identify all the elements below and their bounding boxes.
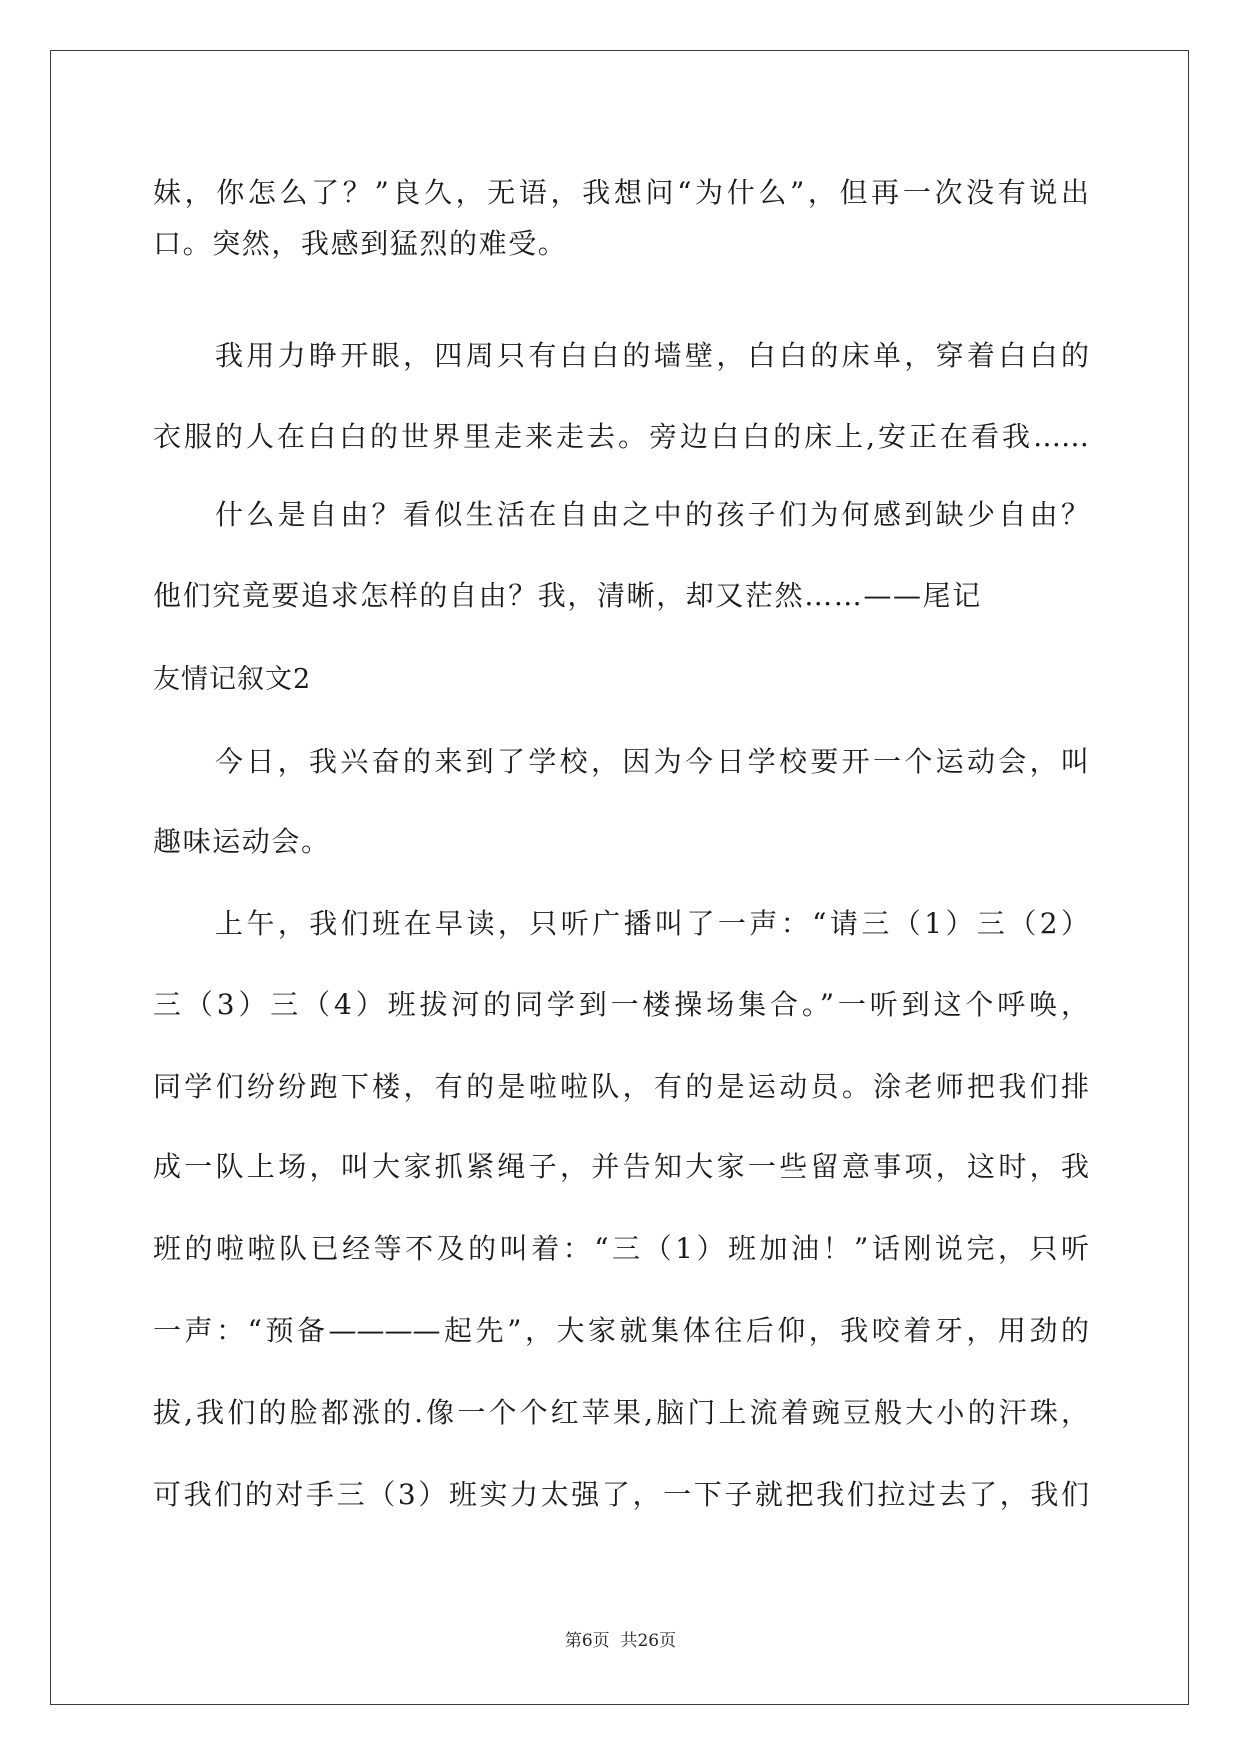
text-line: 上午，我们班在早读，只听广播叫了一声：“请三（1）三（2）: [215, 907, 1089, 940]
section-title: 友情记叙文2: [153, 664, 312, 695]
page-number-footer: 第6页 共26页: [564, 1631, 677, 1651]
text-line: 口。突然，我感到猛烈的难受。: [153, 227, 568, 260]
text-line: 他们究竟要追求怎样的自由？我，清晰，却又茫然……——尾记: [153, 579, 982, 612]
text-line: 拔,我们的脸都涨的.像一个个红苹果,脑门上流着豌豆般大小的汗珠，: [153, 1396, 1089, 1429]
page-border: [50, 50, 1189, 1705]
text-line: 我用力睁开眼，四周只有白白的墙壁，白白的床单，穿着白白的: [215, 339, 1089, 372]
text-line: 一声：“预备————起先”，大家就集体往后仰，我咬着牙，用劲的: [153, 1314, 1089, 1347]
text-line: 趣味运动会。: [153, 825, 331, 858]
text-line: 什么是自由？看似生活在自由之中的孩子们为何感到缺少自由？: [215, 498, 1089, 531]
text-line: 妹，你怎么了？”良久，无语，我想问“为什么”，但再一次没有说出: [153, 176, 1089, 209]
text-line: 可我们的对手三（3）班实力太强了，一下子就把我们拉过去了，我们: [153, 1478, 1089, 1511]
text-line: 三（3）三（4）班拔河的同学到一楼操场集合。”一听到这个呼唤，: [153, 988, 1089, 1021]
text-line: 班的啦啦队已经等不及的叫着：“三（1）班加油！”话刚说完，只听: [153, 1232, 1089, 1265]
text-line: 今日，我兴奋的来到了学校，因为今日学校要开一个运动会，叫: [215, 745, 1089, 778]
text-line: 成一队上场，叫大家抓紧绳子，并告知大家一些留意事项，这时，我: [153, 1150, 1089, 1183]
text-line: 衣服的人在白白的世界里走来走去。旁边白白的床上,安正在看我……: [153, 420, 1089, 453]
text-line: 同学们纷纷跑下楼，有的是啦啦队，有的是运动员。涂老师把我们排: [153, 1070, 1089, 1103]
